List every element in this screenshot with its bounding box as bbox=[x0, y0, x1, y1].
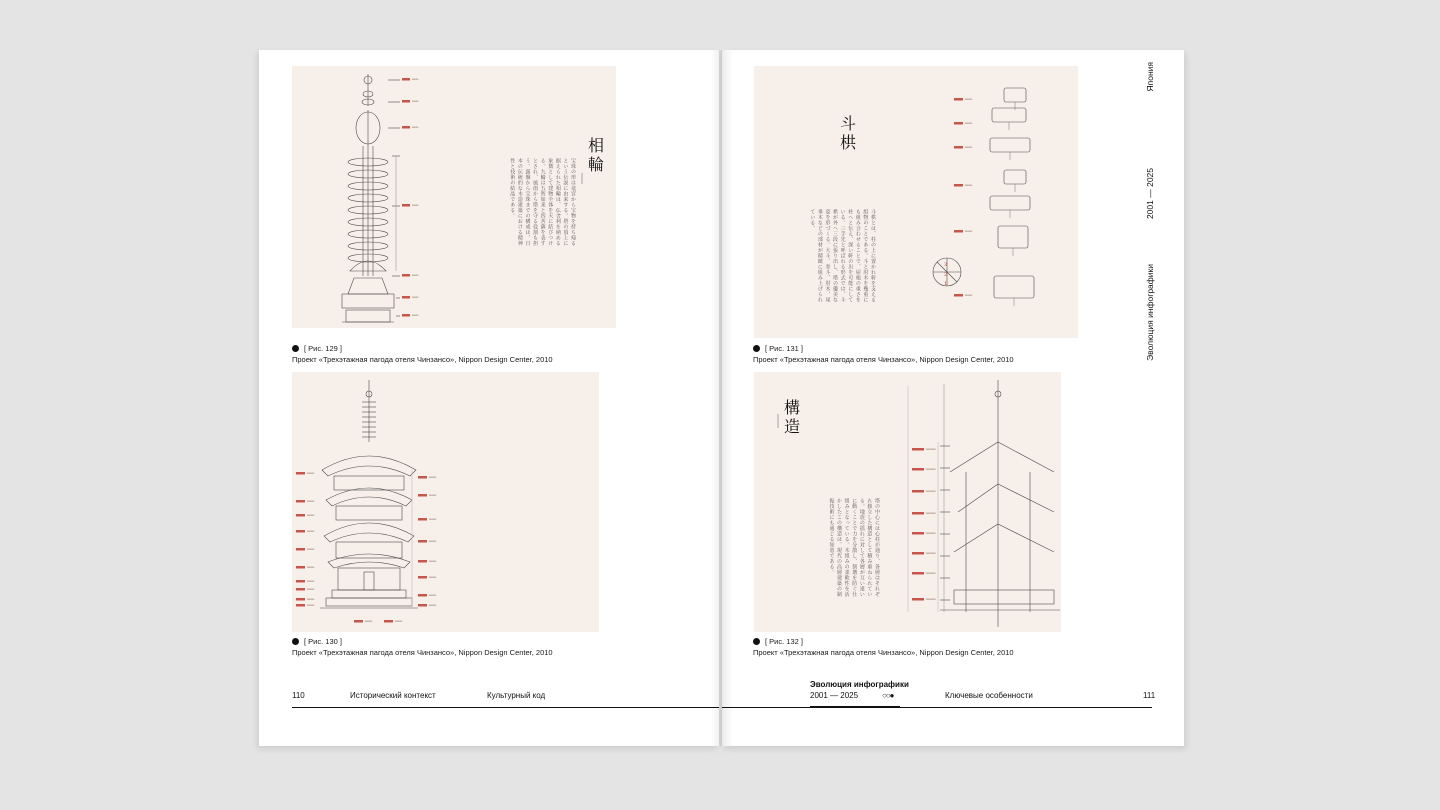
fig131-label-mark-note-4 bbox=[965, 231, 972, 233]
figure-129-kanji: 相輪 bbox=[588, 136, 605, 174]
bracket-block bbox=[1004, 88, 1026, 102]
fig130-label-mark-note-13 bbox=[429, 541, 436, 543]
fig130-label-mark-14 bbox=[418, 560, 427, 563]
fig130-label-mark-note-1 bbox=[307, 501, 314, 503]
bracket-block bbox=[990, 196, 1030, 210]
fig130-label-mark-note-17 bbox=[429, 605, 436, 607]
fig132-label-mark-1 bbox=[912, 468, 924, 471]
fig129-label-mark-0 bbox=[402, 78, 410, 81]
fig129-label-mark-6 bbox=[402, 314, 410, 317]
pagoda-elevation-drawing bbox=[292, 372, 599, 632]
figure-129-body-text: 宝珠の形は竜宮から宝物を持ち帰るという伝説に由来する。塔の頂上に据えられた相輪は、仏舎利を納める象徴として建物全体を天に結びつける。九輪は五智如来と四菩薩を表すとされ、風雨から塔を守る役割も担う。露盤から宝珠までの構成は、日本の伝統的な木造建築における精神性と技術の結晶である。 bbox=[509, 158, 576, 246]
fig132-label-mark-0 bbox=[912, 448, 924, 451]
side-label-title: Эволюция инфографики bbox=[1145, 264, 1155, 361]
figure-130-caption bbox=[292, 636, 553, 658]
fig130-label-mark-note-14 bbox=[429, 561, 436, 563]
fig131-label-mark-note-1 bbox=[965, 123, 972, 125]
fig131-label-mark-5 bbox=[954, 294, 963, 297]
fig130-label-mark-0 bbox=[296, 472, 305, 475]
fig130-label-mark-12 bbox=[418, 518, 427, 521]
fig130-label-mark-note-12 bbox=[429, 519, 436, 521]
fig129-label-mark-note-0 bbox=[412, 79, 418, 81]
svg-text:1: 1 bbox=[944, 281, 948, 287]
fig129-label-mark-1 bbox=[402, 100, 410, 103]
fig129-label-mark-note-5 bbox=[412, 297, 418, 299]
footer-book-title: Эволюция инфографики bbox=[810, 680, 909, 689]
fig129-label-mark-note-1 bbox=[412, 101, 418, 103]
fig130-label-mark-note-10 bbox=[429, 477, 436, 479]
figure-130-image bbox=[292, 372, 599, 632]
figure-130-caption-text: Проект «Трехэтажная пагода отеля Чинзансо», Nippon Design Center, 2010 bbox=[292, 648, 553, 657]
fig129-label-mark-5 bbox=[402, 296, 410, 299]
side-label-country: Япония bbox=[1145, 62, 1155, 92]
figure-131-image bbox=[754, 66, 1078, 338]
left-page-number: 110 bbox=[292, 691, 305, 700]
footer-book-years: 2001 — 2025 bbox=[810, 691, 859, 700]
fig130-label-mark-5 bbox=[296, 566, 305, 569]
side-label-years: 2001 — 2025 bbox=[1145, 168, 1155, 220]
footer-progress-markers: ○○● bbox=[882, 691, 894, 700]
fig132-label-mark-note-4 bbox=[926, 533, 936, 535]
bracket-block bbox=[998, 226, 1028, 248]
fig132-label-mark-note-1 bbox=[926, 469, 936, 471]
fig130-label-mark-note-5 bbox=[307, 567, 314, 569]
fig131-label-mark-1 bbox=[954, 122, 963, 125]
figure-132-marker-icon bbox=[753, 638, 760, 645]
fig130-label-mark-note-18 bbox=[365, 621, 372, 623]
fig132-label-mark-note-0 bbox=[926, 449, 936, 451]
fig129-label-mark-note-3 bbox=[412, 205, 418, 207]
fig130-label-mark-9 bbox=[296, 604, 305, 607]
fig130-label-mark-2 bbox=[296, 514, 305, 517]
left-footer-rule bbox=[292, 707, 719, 708]
fig132-label-mark-7 bbox=[912, 598, 924, 601]
figure-131-kanji: 斗栱 bbox=[840, 114, 857, 152]
fig130-label-mark-note-0 bbox=[307, 473, 314, 475]
footer-active-underline bbox=[810, 706, 900, 708]
fig130-label-mark-1 bbox=[296, 500, 305, 503]
fig130-label-mark-note-19 bbox=[395, 621, 402, 623]
fig130-label-mark-7 bbox=[296, 588, 305, 591]
left-page bbox=[259, 50, 719, 746]
fig131-label-mark-note-0 bbox=[965, 99, 972, 101]
figure-132-image bbox=[754, 372, 1061, 632]
fig131-label-mark-4 bbox=[954, 230, 963, 233]
bracket-block bbox=[990, 138, 1030, 152]
figure-132-caption bbox=[753, 636, 1014, 658]
fig129-label-mark-note-2 bbox=[412, 127, 418, 129]
fig130-label-mark-17 bbox=[418, 604, 427, 607]
fig132-label-mark-note-6 bbox=[926, 573, 936, 575]
fig132-label-mark-note-2 bbox=[926, 491, 936, 493]
fig129-label-mark-3 bbox=[402, 204, 410, 207]
fig132-label-mark-6 bbox=[912, 572, 924, 575]
bracket-block bbox=[994, 276, 1034, 298]
figure-130-label: [ Рис. 130 ] bbox=[304, 637, 342, 646]
fig130-label-mark-note-7 bbox=[307, 589, 314, 591]
fig130-label-mark-4 bbox=[296, 548, 305, 551]
figure-131-caption bbox=[753, 343, 1014, 365]
fig130-label-mark-11 bbox=[418, 494, 427, 497]
figure-132-label: [ Рис. 132 ] bbox=[765, 637, 803, 646]
fig130-label-mark-10 bbox=[418, 476, 427, 479]
fig132-label-mark-2 bbox=[912, 490, 924, 493]
fig130-label-mark-3 bbox=[296, 530, 305, 533]
bracket-block bbox=[1004, 170, 1026, 184]
figure-132-caption-text: Проект «Трехэтажная пагода отеля Чинзансо», Nippon Design Center, 2010 bbox=[753, 648, 1014, 657]
fig130-label-mark-19 bbox=[384, 620, 393, 623]
fig129-label-mark-note-4 bbox=[412, 275, 418, 277]
fig130-label-mark-note-4 bbox=[307, 549, 314, 551]
figure-132-kanji: 構造 bbox=[784, 398, 801, 436]
footer-section-historical-context[interactable]: Исторический контекст bbox=[350, 691, 436, 700]
fig130-label-mark-note-11 bbox=[429, 495, 436, 497]
fig130-label-mark-18 bbox=[354, 620, 363, 623]
fig130-label-mark-note-16 bbox=[429, 595, 436, 597]
fig131-label-mark-0 bbox=[954, 98, 963, 101]
book-spread bbox=[259, 50, 1184, 746]
fig131-label-mark-note-5 bbox=[965, 295, 972, 297]
figure-130-marker-icon bbox=[292, 638, 299, 645]
fig132-label-mark-note-5 bbox=[926, 553, 936, 555]
fig132-label-mark-4 bbox=[912, 532, 924, 535]
fig129-label-mark-2 bbox=[402, 126, 410, 129]
figure-131-label: [ Рис. 131 ] bbox=[765, 344, 803, 353]
fig132-label-mark-note-3 bbox=[926, 513, 936, 515]
figure-132-body-text: 塔の中心には心柱が通り、各層はそれぞれ独立した構造として積み重ねられている。地震の揺れに対して各層が互い違いに動くことで力を分散し、倒壊を防ぐ仕組みとなっている。木組みの柔軟性を活かしたこの構造は、現代の高層建築の制振技術にも通じる知恵である。 bbox=[828, 498, 880, 597]
fig130-label-mark-note-15 bbox=[429, 577, 436, 579]
footer-section-cultural-code[interactable]: Культурный код bbox=[487, 691, 546, 700]
figure-129-image bbox=[292, 66, 616, 328]
svg-text:3: 3 bbox=[944, 262, 948, 268]
right-page-number: 111 bbox=[1143, 691, 1156, 700]
fig130-label-mark-16 bbox=[418, 594, 427, 597]
fig130-label-mark-13 bbox=[418, 540, 427, 543]
figure-129-caption-text: Проект «Трехэтажная пагода отеля Чинзансо», Nippon Design Center, 2010 bbox=[292, 355, 553, 364]
figure-129-label: [ Рис. 129 ] bbox=[304, 344, 342, 353]
fig131-label-mark-note-3 bbox=[965, 185, 972, 187]
fig130-label-mark-note-2 bbox=[307, 515, 314, 517]
fig132-label-mark-5 bbox=[912, 552, 924, 555]
right-footer-rule bbox=[722, 707, 1152, 708]
svg-text:2: 2 bbox=[944, 272, 948, 278]
fig130-label-mark-note-6 bbox=[307, 581, 314, 583]
figure-129-marker-icon bbox=[292, 345, 299, 352]
fig130-label-mark-note-8 bbox=[307, 599, 314, 601]
fig130-label-mark-15 bbox=[418, 576, 427, 579]
figure-129-caption bbox=[292, 343, 553, 365]
fig129-label-mark-4 bbox=[402, 274, 410, 277]
fig131-label-mark-3 bbox=[954, 184, 963, 187]
fig129-label-mark-note-6 bbox=[412, 315, 418, 317]
fig130-label-mark-note-3 bbox=[307, 531, 314, 533]
bracket-block bbox=[992, 108, 1026, 122]
figure-131-marker-icon bbox=[753, 345, 760, 352]
fig130-label-mark-6 bbox=[296, 580, 305, 583]
fig131-label-mark-2 bbox=[954, 146, 963, 149]
fig132-label-mark-3 bbox=[912, 512, 924, 515]
fig132-label-mark-note-7 bbox=[926, 599, 936, 601]
figure-131-body-text: 斗栱とは、柱の上に置かれ軒を支える組物のことである。斗と肘木を幾重にも組み合わせることで、屋根の重さを柱へと伝え、深い軒の出を可能にしている。三手先と呼ばれる形式では、斗栱が外へ三段に張り出し、塔の優美な姿を形づくる。大斗、巻斗、肘木、尾垂木などの部材が精緻に組み上げられている。 bbox=[809, 209, 876, 303]
fig130-label-mark-8 bbox=[296, 598, 305, 601]
figure-131-caption-text: Проект «Трехэтажная пагода отеля Чинзансо», Nippon Design Center, 2010 bbox=[753, 355, 1014, 364]
fig130-label-mark-note-9 bbox=[307, 605, 314, 607]
footer-section-key-features[interactable]: Ключевые особенности bbox=[945, 691, 1033, 700]
right-page bbox=[722, 50, 1184, 746]
fig131-label-mark-note-2 bbox=[965, 147, 972, 149]
